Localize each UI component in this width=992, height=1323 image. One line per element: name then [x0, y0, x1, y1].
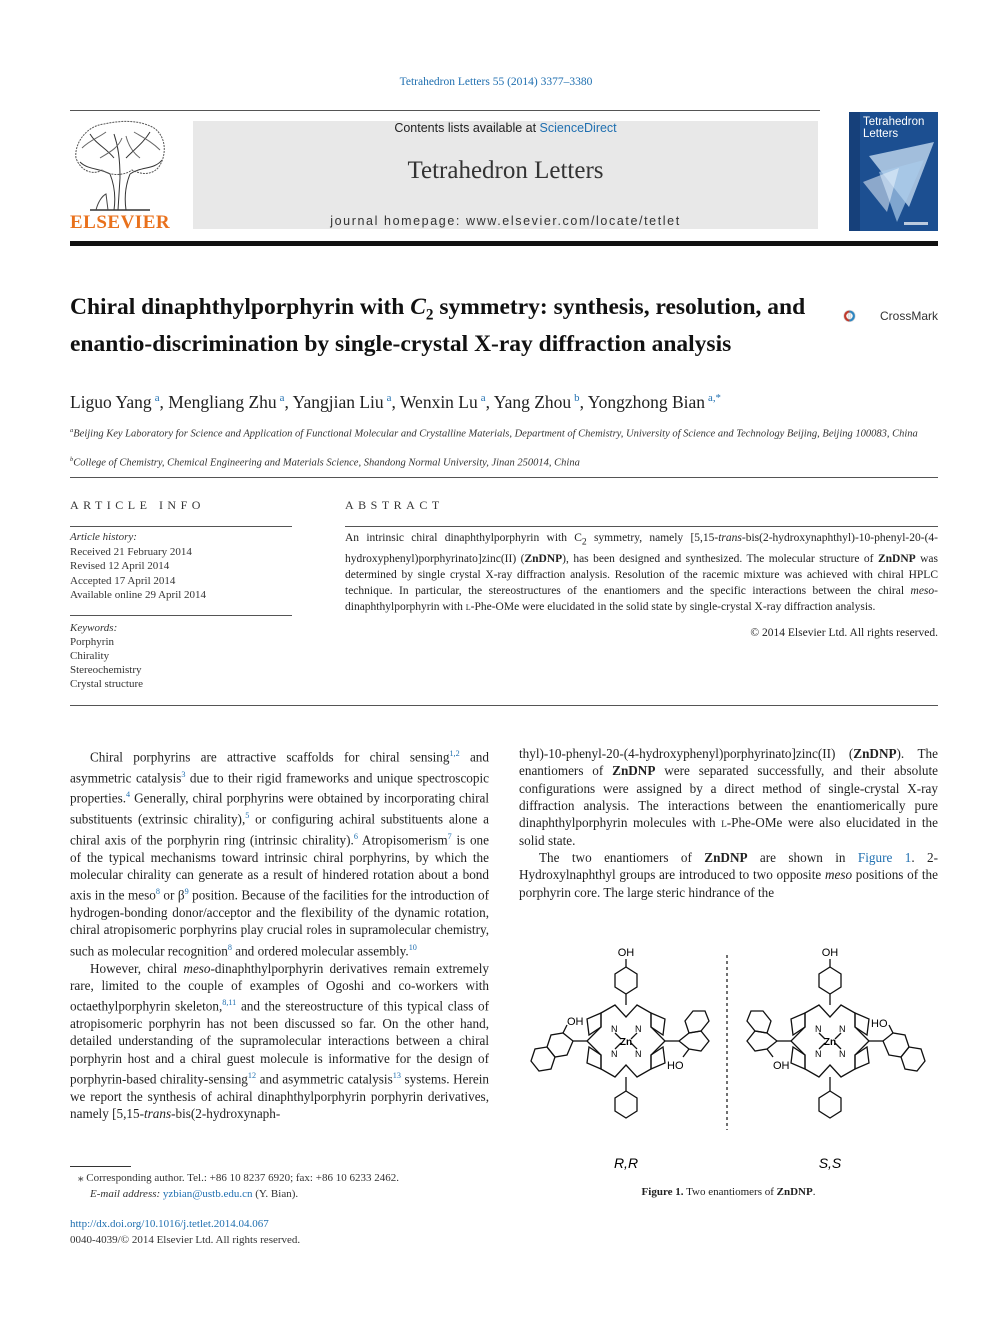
history-online: Available online 29 April 2014	[70, 589, 207, 601]
affiliation-b	[70, 453, 938, 471]
affiliation-a-label: a	[70, 427, 74, 434]
issn-line: 0040-4039/© 2014 Elsevier Ltd. All rights reserved.	[70, 1234, 301, 1246]
ss-left-oh: OH	[773, 1060, 790, 1072]
affiliation-b-text: College of Chemistry, Chemical Engineering and Materials Science, Shandong Normal University, Jinan 250014, China	[73, 457, 580, 469]
text-seg: is one of the typical mechanisms toward intrinsic chiral porphyrins, by which the molecular chirality can generate as a result of hindered rotation about a bond axis in the meso	[70, 832, 489, 903]
abstract-smallcap: l	[465, 601, 471, 614]
compound-name: ZnDNP	[704, 850, 748, 866]
author-list: Liguo Yang $^a$, Mengliang Zhu $^a$, Yangjian Liu $^a$, Wenxin Lu $^a$, Yang Zhou $^b$, Yongzhong Bian $^{a,*}$	[70, 392, 721, 412]
text-seg: or configuring achiral substituents alone a chiral axis of the porphyrin ring (intrinsic chirality).	[70, 811, 490, 848]
compound-name: ZnDNP	[612, 763, 656, 779]
journal-reference[interactable]: Tetrahedron Letters 55 (2014) 3377–3380	[399, 76, 593, 88]
article-title	[70, 293, 830, 359]
affiliation-rule	[70, 477, 938, 478]
abstract-text	[345, 530, 938, 615]
keyword-item: Porphyrin	[70, 636, 114, 648]
journal-name: Tetrahedron Letters	[407, 157, 604, 184]
text-seg: and asymmetric catalysis	[256, 1071, 393, 1087]
title-symmetry-c: C	[410, 294, 426, 320]
citation-link[interactable]: 4	[126, 790, 131, 800]
crossmark-icon[interactable]	[843, 298, 879, 334]
caption-label: Figure 1.	[641, 1186, 684, 1198]
text-seg: systems. Herein we report the synthesis of achiral dinaphthylporphyrin porphyrin derivatives, namely [5,15-	[70, 1071, 489, 1122]
ss-n: N	[839, 1049, 846, 1059]
author-affiliation-mark[interactable]: b	[574, 392, 580, 405]
body-paragraph	[70, 745, 489, 960]
abstract-seg: -dinaphthylporphyrin with	[345, 584, 938, 614]
body-column-right	[519, 745, 938, 901]
affiliation-a	[70, 424, 938, 442]
text-seg: are shown in	[747, 850, 858, 866]
rr-right-oh: HO	[667, 1060, 684, 1072]
abstract-italic: meso	[910, 584, 935, 597]
text-seg: -dinaphthylporphyrin derivatives remain extremely rare, limited to the couple of examples of Ogoshi and co-workers with octaethylporphyrin skeleton,	[70, 960, 489, 1014]
author-affiliation-mark[interactable]: a	[154, 392, 160, 405]
text-seg: Atropisomerism	[357, 832, 448, 848]
text-italic: meso	[824, 867, 853, 883]
abstract-italic: trans	[718, 532, 742, 544]
figure-1-caption	[519, 1186, 938, 1198]
abstract-seg: was determined by single crystal X-ray diffraction analysis. Resolution of the racemic mixture was achieved with chiral HPLC technique. In particular, the stereostructures of the enantiomers and the specific interactions between the chiral	[345, 552, 938, 597]
article-info-heading: ARTICLE INFO	[70, 498, 205, 512]
contents-prefix: Contents lists available at	[394, 121, 540, 135]
elsevier-logo-text: ELSEVIER	[70, 212, 171, 233]
keyword-item: Chirality	[70, 650, 110, 662]
journal-homepage[interactable]: journal homepage: www.elsevier.com/locate/tetlet	[330, 214, 681, 228]
header-top-rule	[70, 110, 820, 111]
abstract-compound: ZnDNP	[877, 552, 916, 565]
email-link[interactable]: yzbian@ustb.edu.cn	[162, 1188, 253, 1200]
caption-end: .	[812, 1186, 816, 1198]
citation-link[interactable]: 3	[181, 769, 186, 779]
ss-right-oh: HO	[871, 1018, 888, 1030]
body-paragraph	[70, 960, 489, 1123]
abstract-compound: ZnDNP	[524, 552, 563, 565]
text-seg: Generally, chiral porphyrins were obtained by incorporating chiral substituents (extrinsic chirality),	[70, 790, 489, 827]
citation-link[interactable]: 1,2	[449, 749, 460, 758]
caption-text: Two enantiomers of	[683, 1186, 777, 1198]
header-thick-rule	[70, 241, 938, 246]
author-affiliation-mark[interactable]: a	[386, 392, 392, 405]
footnote-rule	[70, 1166, 131, 1167]
text-seg: The two enantiomers of	[539, 850, 705, 866]
crossmark-label[interactable]: CrossMark	[880, 309, 939, 323]
text-seg: thyl)-10-phenyl-20-(4-hydroxyphenyl)porphyrinato]zinc(II) (	[519, 746, 854, 761]
rr-n: N	[611, 1024, 618, 1034]
text-seg: ). The enantiomers of	[519, 746, 938, 779]
keyword-item: Crystal structure	[70, 678, 144, 690]
abstract-seg: -bis(2-hydroxynaphthyl)-10-phenyl-20-(4-hydroxyphenyl)porphyrinato]zinc(II) (	[345, 532, 938, 565]
title-part2: symmetry: synthesis, resolution, and enantio-discrimination by single-crystal X-ray diffraction analysis	[70, 294, 806, 357]
affiliation-a-text: Beijing Key Laboratory for Science and Application of Functional Molecular and Crystalline Materials, Department of Chemistry, University of Science and Technology Beijing, Beijing 100083, China	[73, 428, 918, 440]
text-seg: and asymmetric catalysis	[70, 749, 489, 786]
corresponding-author: Corresponding author. Tel.: +86 10 8237 6920; fax: +86 10 6233 2462.	[83, 1172, 399, 1184]
rr-n: N	[635, 1024, 642, 1034]
history-label: Article history:	[70, 531, 137, 543]
figure-1-link[interactable]: Figure 1	[857, 850, 912, 866]
author-name[interactable]: Mengliang Zhu	[168, 392, 277, 412]
abstract-seg: symmetry, namely [5,15-	[586, 532, 719, 544]
doi-link[interactable]: http://dx.doi.org/10.1016/j.tetlet.2014.04.067	[70, 1218, 269, 1230]
text-italic: meso	[183, 960, 211, 976]
text-italic: trans	[143, 1106, 172, 1122]
text-seg: -Phe-OMe were also elucidated in the solid state.	[519, 815, 938, 848]
keyword-item: Stereochemistry	[70, 664, 142, 676]
title-symmetry-sub: 2	[425, 306, 434, 324]
journal-cover-thumbnail[interactable]	[849, 112, 938, 231]
cover-title-line2: Letters	[863, 128, 899, 140]
text-seg: due to their rigid frameworks and unique spectroscopic properties.	[70, 770, 489, 806]
email-suffix: (Y. Bian).	[252, 1188, 299, 1200]
abstract-seg: An intrinsic chiral dinaphthylporphyrin with C	[345, 532, 582, 544]
caption-compound: ZnDNP	[776, 1186, 813, 1198]
ss-n: N	[839, 1024, 846, 1034]
affiliation-b-label: b	[70, 456, 74, 463]
rr-zn: Zn	[619, 1037, 633, 1048]
ss-n: N	[815, 1024, 822, 1034]
text-seg: were separated successfully, and their absolute configurations were assigned by a direct method of single-crystal X-ray diffraction analysis. The interactions between the enantiomerically pure dinaphthylporphyrin molecules with	[519, 763, 938, 831]
rr-n: N	[635, 1049, 642, 1059]
text-seg: or β	[159, 887, 185, 903]
citation-link[interactable]: 6	[353, 831, 358, 841]
keywords	[70, 621, 292, 691]
footnote-star: ⁎	[78, 1172, 84, 1184]
author-name[interactable]: Yangjian Liu	[292, 392, 384, 412]
sciencedirect-link[interactable]: ScienceDirect	[539, 121, 617, 135]
keywords-label: Keywords:	[70, 622, 118, 634]
article-history	[70, 530, 292, 603]
text-seg: and the stereostructure of this typical class of atropisomeric porphyrin has not been discussed so far. On the other hand, detailed understanding of the supramolecular interactions between a chiral porphyrin host and a chiral guest molecule is informative for the design of porphyrin-based chirality-sensing	[70, 998, 489, 1087]
text-seg: -bis(2-hydroxynaph-	[171, 1106, 281, 1122]
history-revised: Revised 12 April 2014	[70, 560, 170, 572]
cover-title-line1: Tetrahedron	[863, 116, 925, 128]
abstract-heading: ABSTRACT	[345, 498, 444, 512]
cover-title	[863, 116, 937, 140]
compound-name: ZnDNP	[853, 746, 897, 761]
label-ss: S,S	[818, 1155, 842, 1171]
article-info-rule	[70, 526, 292, 527]
history-accepted: Accepted 17 April 2014	[70, 574, 176, 587]
abstract-seg: -Phe-OMe were elucidated in the solid state by single-crystal X-ray diffraction analysis.	[470, 601, 876, 614]
abstract-copyright: © 2014 Elsevier Ltd. All rights reserved.	[750, 627, 938, 639]
rr-top-oh: OH	[617, 947, 635, 959]
author-affiliation-mark[interactable]: a	[279, 392, 285, 405]
text-seg: positions of the porphyrin core. The large steric hindrance of the	[519, 867, 938, 900]
contents-line	[193, 121, 818, 135]
body-column-left	[70, 745, 489, 1122]
citation-link[interactable]: 10	[408, 942, 417, 952]
label-rr: R,R	[613, 1155, 639, 1171]
doi-block	[70, 1216, 490, 1248]
citation-link[interactable]: 8	[155, 887, 160, 897]
citation-link[interactable]: 13	[392, 1070, 401, 1080]
history-received: Received 21 February 2014	[70, 545, 192, 558]
author-affiliation-mark[interactable]: a	[480, 392, 486, 405]
text-seg: and ordered molecular assembly.	[231, 943, 409, 959]
abstract-bottom-rule	[70, 705, 938, 706]
author-name[interactable]: Yang Zhou	[493, 392, 572, 412]
ss-top-oh: OH	[821, 947, 839, 959]
citation-link[interactable]: 5	[245, 811, 250, 821]
ss-zn: Zn	[823, 1037, 837, 1048]
citation-link[interactable]: 8,11	[222, 998, 237, 1008]
keywords-rule	[70, 615, 292, 616]
abstract-sub: 2	[581, 536, 587, 548]
abstract-seg: ), has been designed and synthesized. The molecular structure of	[562, 552, 878, 565]
body-paragraph	[519, 745, 938, 849]
text-seg: Chiral porphyrins are attractive scaffolds for chiral sensing	[90, 749, 450, 765]
text-seg: . 2-Hydroxylnaphthyl groups are introduced to two opposite	[519, 850, 938, 883]
citation-link[interactable]: 12	[247, 1070, 257, 1080]
citation-link[interactable]: 7	[447, 831, 452, 841]
footnotes	[70, 1170, 490, 1202]
body-paragraph	[519, 849, 938, 901]
text-seg: However, chiral	[90, 960, 184, 976]
text-smallcap: l	[721, 815, 727, 831]
email-label: E-mail address:	[90, 1188, 163, 1200]
author-name[interactable]: Wenxin Lu	[399, 392, 478, 412]
figure-1-structures	[519, 945, 938, 1180]
abstract-rule	[345, 526, 938, 527]
citation-link[interactable]: 9	[184, 887, 189, 897]
rr-left-oh: OH	[567, 1016, 584, 1028]
author-affiliation-mark[interactable]: a,*	[708, 392, 721, 405]
title-part1: Chiral dinaphthylporphyrin with	[70, 294, 411, 320]
ss-n: N	[815, 1049, 822, 1059]
text-seg: position. Because of the facilities for the introduction of hydrogen-bonding donor/acceptor and the flexibility of the dynamic rotation, chiral atropisomeric porphyrins play crucial roles in supramolecular chemistry, such as molecular recognition	[70, 887, 489, 959]
author-name[interactable]: Liguo Yang	[70, 392, 152, 412]
author-name[interactable]: Yongzhong Bian	[587, 392, 706, 412]
rr-n: N	[611, 1049, 618, 1059]
citation-link[interactable]: 8	[227, 942, 232, 952]
